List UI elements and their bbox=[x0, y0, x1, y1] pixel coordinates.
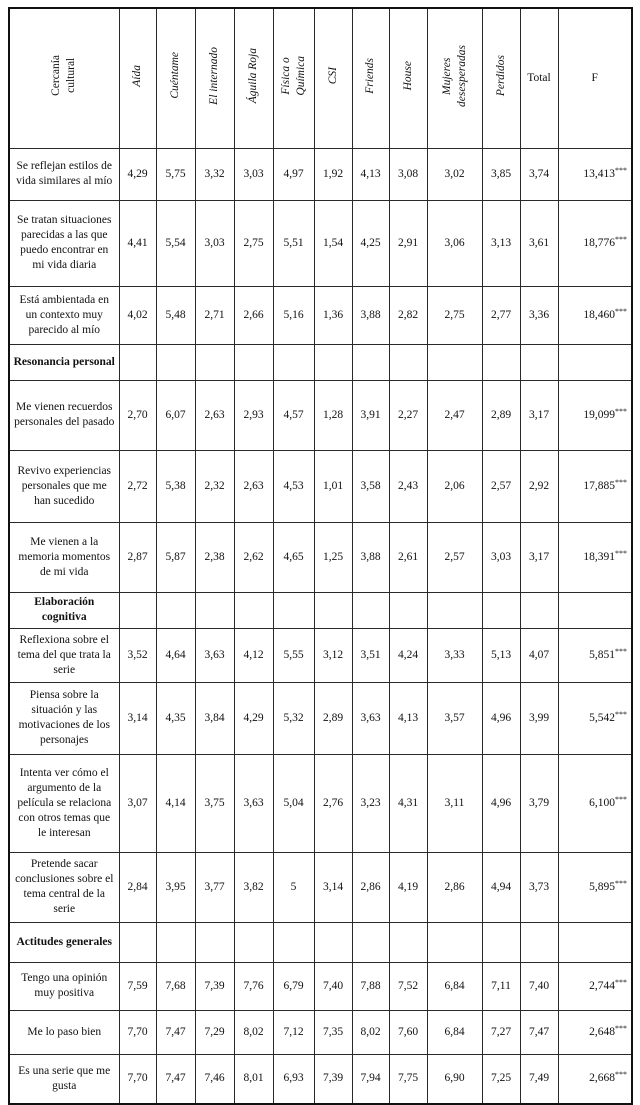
significance-marker: *** bbox=[615, 306, 627, 316]
value-cell: 3,75 bbox=[195, 754, 234, 852]
section-label: Actitudes generales bbox=[9, 922, 119, 962]
empty-cell bbox=[234, 922, 273, 962]
value-cell: 3,32 bbox=[195, 148, 234, 200]
value-cell: 8,01 bbox=[234, 1054, 273, 1104]
value-cell: 2,89 bbox=[314, 682, 352, 754]
table-row bbox=[9, 200, 632, 286]
empty-cell bbox=[156, 344, 195, 380]
value-cell: 6,84 bbox=[427, 1010, 482, 1054]
significance-marker: *** bbox=[615, 709, 627, 719]
value-cell: 3,58 bbox=[352, 450, 389, 522]
value-cell: 7,76 bbox=[234, 962, 273, 1010]
value-cell: 3,13 bbox=[482, 200, 520, 286]
column-header bbox=[156, 8, 195, 148]
section-row bbox=[9, 344, 632, 380]
column-header-label: Mujeres desesperadas bbox=[440, 44, 468, 107]
value-cell: 7,47 bbox=[520, 1010, 558, 1054]
value-cell: 4,13 bbox=[352, 148, 389, 200]
value-cell: 7,59 bbox=[119, 962, 156, 1010]
value-cell: 3,82 bbox=[234, 852, 273, 922]
value-cell: 2,77 bbox=[482, 286, 520, 344]
empty-cell bbox=[352, 922, 389, 962]
column-header bbox=[195, 8, 234, 148]
row-label: Se reflejan estilos de vida similares al mío bbox=[9, 148, 119, 200]
value-cell: 2,71 bbox=[195, 286, 234, 344]
column-header-label: Total bbox=[527, 71, 551, 84]
value-cell: 3,03 bbox=[234, 148, 273, 200]
value-cell: 2,47 bbox=[427, 380, 482, 450]
value-cell: 4,31 bbox=[389, 754, 427, 852]
value-cell: 4,19 bbox=[389, 852, 427, 922]
empty-cell bbox=[427, 922, 482, 962]
section-row bbox=[9, 922, 632, 962]
significance-marker: *** bbox=[615, 406, 627, 416]
value-cell: 3,91 bbox=[352, 380, 389, 450]
empty-cell bbox=[427, 344, 482, 380]
value-cell: 3,51 bbox=[352, 628, 389, 682]
value-cell: 7,40 bbox=[314, 962, 352, 1010]
value-cell: 5,16 bbox=[273, 286, 314, 344]
f-value: 19,099 bbox=[583, 408, 615, 421]
empty-cell bbox=[273, 592, 314, 628]
empty-cell bbox=[195, 922, 234, 962]
value-cell: 3,07 bbox=[119, 754, 156, 852]
value-cell: 2,72 bbox=[119, 450, 156, 522]
value-cell: 1,28 bbox=[314, 380, 352, 450]
value-cell: 5,38 bbox=[156, 450, 195, 522]
row-label: Me vienen recuerdos personales del pasado bbox=[9, 380, 119, 450]
column-header bbox=[482, 8, 520, 148]
f-value: 13,413 bbox=[583, 167, 615, 180]
value-cell: 2,57 bbox=[482, 450, 520, 522]
empty-cell bbox=[482, 344, 520, 380]
f-statistic-cell bbox=[558, 1010, 632, 1054]
f-statistic-cell bbox=[558, 1054, 632, 1104]
significance-marker: *** bbox=[615, 477, 627, 487]
value-cell: 7,11 bbox=[482, 962, 520, 1010]
table-row bbox=[9, 286, 632, 344]
significance-marker: *** bbox=[615, 548, 627, 558]
value-cell: 3,08 bbox=[389, 148, 427, 200]
value-cell: 2,63 bbox=[234, 450, 273, 522]
value-cell: 2,06 bbox=[427, 450, 482, 522]
value-cell: 4,97 bbox=[273, 148, 314, 200]
f-value: 6,100 bbox=[589, 796, 615, 809]
value-cell: 3,85 bbox=[482, 148, 520, 200]
value-cell: 3,73 bbox=[520, 852, 558, 922]
value-cell: 3,02 bbox=[427, 148, 482, 200]
f-value: 17,885 bbox=[583, 479, 615, 492]
column-header-label: El internado bbox=[208, 46, 220, 105]
empty-cell bbox=[520, 922, 558, 962]
table-row bbox=[9, 962, 632, 1010]
value-cell: 3,12 bbox=[314, 628, 352, 682]
value-cell: 7,94 bbox=[352, 1054, 389, 1104]
value-cell: 3,88 bbox=[352, 522, 389, 592]
f-value: 18,391 bbox=[583, 550, 615, 563]
value-cell: 5,13 bbox=[482, 628, 520, 682]
column-header bbox=[234, 8, 273, 148]
value-cell: 3,84 bbox=[195, 682, 234, 754]
f-statistic-cell bbox=[558, 628, 632, 682]
value-cell: 4,64 bbox=[156, 628, 195, 682]
row-label: Piensa sobre la situación y las motivaciones de los personajes bbox=[9, 682, 119, 754]
value-cell: 3,11 bbox=[427, 754, 482, 852]
empty-cell bbox=[314, 344, 352, 380]
empty-cell bbox=[352, 344, 389, 380]
column-header-label: Perdidos bbox=[494, 55, 507, 97]
column-header bbox=[389, 8, 427, 148]
value-cell: 2,38 bbox=[195, 522, 234, 592]
value-cell: 3,33 bbox=[427, 628, 482, 682]
value-cell: 2,91 bbox=[389, 200, 427, 286]
value-cell: 3,95 bbox=[156, 852, 195, 922]
empty-cell bbox=[389, 922, 427, 962]
value-cell: 5,32 bbox=[273, 682, 314, 754]
empty-cell bbox=[195, 592, 234, 628]
value-cell: 2,32 bbox=[195, 450, 234, 522]
significance-marker: *** bbox=[615, 878, 627, 888]
value-cell: 7,39 bbox=[314, 1054, 352, 1104]
empty-cell bbox=[389, 592, 427, 628]
value-cell: 6,07 bbox=[156, 380, 195, 450]
empty-cell bbox=[482, 922, 520, 962]
empty-cell bbox=[558, 344, 632, 380]
value-cell: 2,86 bbox=[352, 852, 389, 922]
value-cell: 6,84 bbox=[427, 962, 482, 1010]
f-value: 2,668 bbox=[589, 1072, 615, 1085]
f-value: 5,895 bbox=[589, 880, 615, 893]
table-row bbox=[9, 450, 632, 522]
value-cell: 7,39 bbox=[195, 962, 234, 1010]
value-cell: 7,49 bbox=[520, 1054, 558, 1104]
value-cell: 7,12 bbox=[273, 1010, 314, 1054]
value-cell: 3,79 bbox=[520, 754, 558, 852]
value-cell: 7,70 bbox=[119, 1054, 156, 1104]
results-table bbox=[8, 7, 633, 1105]
value-cell: 2,75 bbox=[234, 200, 273, 286]
table-row bbox=[9, 852, 632, 922]
empty-cell bbox=[156, 592, 195, 628]
significance-marker: *** bbox=[615, 1070, 627, 1080]
f-statistic-cell bbox=[558, 450, 632, 522]
empty-cell bbox=[234, 592, 273, 628]
value-cell: 2,92 bbox=[520, 450, 558, 522]
value-cell: 4,29 bbox=[234, 682, 273, 754]
value-cell: 3,99 bbox=[520, 682, 558, 754]
empty-cell bbox=[273, 344, 314, 380]
value-cell: 5,55 bbox=[273, 628, 314, 682]
f-value: 2,648 bbox=[589, 1025, 615, 1038]
empty-cell bbox=[119, 592, 156, 628]
value-cell: 7,47 bbox=[156, 1010, 195, 1054]
value-cell: 3,52 bbox=[119, 628, 156, 682]
value-cell: 3,63 bbox=[352, 682, 389, 754]
value-cell: 2,84 bbox=[119, 852, 156, 922]
f-statistic-cell bbox=[558, 682, 632, 754]
value-cell: 3,17 bbox=[520, 522, 558, 592]
table-row bbox=[9, 148, 632, 200]
empty-cell bbox=[352, 592, 389, 628]
empty-cell bbox=[234, 344, 273, 380]
value-cell: 4,35 bbox=[156, 682, 195, 754]
column-header-label: CSI bbox=[326, 67, 339, 85]
f-value: 5,542 bbox=[589, 711, 615, 724]
value-cell: 2,43 bbox=[389, 450, 427, 522]
column-header bbox=[314, 8, 352, 148]
row-label: Intenta ver cómo el argumento de la película se relaciona con otros temas que le interesan bbox=[9, 754, 119, 852]
column-header-label: Física o Química bbox=[279, 55, 307, 96]
empty-cell bbox=[119, 344, 156, 380]
value-cell: 2,87 bbox=[119, 522, 156, 592]
value-cell: 3,23 bbox=[352, 754, 389, 852]
value-cell: 2,27 bbox=[389, 380, 427, 450]
value-cell: 7,68 bbox=[156, 962, 195, 1010]
row-label: Me lo paso bien bbox=[9, 1010, 119, 1054]
value-cell: 4,25 bbox=[352, 200, 389, 286]
value-cell: 5,04 bbox=[273, 754, 314, 852]
empty-cell bbox=[427, 592, 482, 628]
empty-cell bbox=[119, 922, 156, 962]
value-cell: 8,02 bbox=[234, 1010, 273, 1054]
significance-marker: *** bbox=[615, 977, 627, 987]
empty-cell bbox=[389, 344, 427, 380]
value-cell: 5,75 bbox=[156, 148, 195, 200]
value-cell: 3,17 bbox=[520, 380, 558, 450]
value-cell: 4,96 bbox=[482, 754, 520, 852]
empty-cell bbox=[520, 344, 558, 380]
value-cell: 4,07 bbox=[520, 628, 558, 682]
empty-cell bbox=[314, 592, 352, 628]
value-cell: 3,06 bbox=[427, 200, 482, 286]
value-cell: 2,86 bbox=[427, 852, 482, 922]
value-cell: 4,14 bbox=[156, 754, 195, 852]
significance-marker: *** bbox=[615, 165, 627, 175]
value-cell: 1,01 bbox=[314, 450, 352, 522]
value-cell: 1,25 bbox=[314, 522, 352, 592]
f-statistic-cell bbox=[558, 962, 632, 1010]
value-cell: 3,88 bbox=[352, 286, 389, 344]
f-statistic-cell bbox=[558, 148, 632, 200]
table-row bbox=[9, 682, 632, 754]
value-cell: 7,29 bbox=[195, 1010, 234, 1054]
table-row bbox=[9, 1054, 632, 1104]
column-header-label: Cuéntame bbox=[169, 52, 181, 100]
value-cell: 4,94 bbox=[482, 852, 520, 922]
value-cell: 7,70 bbox=[119, 1010, 156, 1054]
value-cell: 2,57 bbox=[427, 522, 482, 592]
value-cell: 6,93 bbox=[273, 1054, 314, 1104]
section-row bbox=[9, 592, 632, 628]
section-label: Elaboración cognitiva bbox=[9, 592, 119, 628]
section-label: Resonancia personal bbox=[9, 344, 119, 380]
value-cell: 7,46 bbox=[195, 1054, 234, 1104]
f-statistic-cell bbox=[558, 754, 632, 852]
row-label: Pretende sacar conclusiones sobre el tema central de la serie bbox=[9, 852, 119, 922]
value-cell: 3,77 bbox=[195, 852, 234, 922]
table-row bbox=[9, 380, 632, 450]
value-cell: 4,13 bbox=[389, 682, 427, 754]
f-value: 2,744 bbox=[589, 979, 615, 992]
column-header bbox=[273, 8, 314, 148]
value-cell: 4,53 bbox=[273, 450, 314, 522]
column-header-label: Aída bbox=[131, 64, 143, 87]
value-cell: 1,92 bbox=[314, 148, 352, 200]
value-cell: 6,90 bbox=[427, 1054, 482, 1104]
value-cell: 5,51 bbox=[273, 200, 314, 286]
column-header bbox=[427, 8, 482, 148]
row-label: Reflexiona sobre el tema del que trata la serie bbox=[9, 628, 119, 682]
value-cell: 1,36 bbox=[314, 286, 352, 344]
value-cell: 3,74 bbox=[520, 148, 558, 200]
value-cell: 7,52 bbox=[389, 962, 427, 1010]
value-cell: 4,96 bbox=[482, 682, 520, 754]
value-cell: 5,54 bbox=[156, 200, 195, 286]
value-cell: 3,14 bbox=[119, 682, 156, 754]
value-cell: 2,89 bbox=[482, 380, 520, 450]
value-cell: 8,02 bbox=[352, 1010, 389, 1054]
value-cell: 7,88 bbox=[352, 962, 389, 1010]
empty-cell bbox=[273, 922, 314, 962]
value-cell: 3,03 bbox=[195, 200, 234, 286]
f-value: 18,776 bbox=[583, 236, 615, 249]
value-cell: 4,41 bbox=[119, 200, 156, 286]
significance-marker: *** bbox=[615, 1023, 627, 1033]
f-statistic-cell bbox=[558, 852, 632, 922]
empty-cell bbox=[482, 592, 520, 628]
f-statistic-cell bbox=[558, 380, 632, 450]
table-row bbox=[9, 1010, 632, 1054]
f-value: 5,851 bbox=[589, 648, 615, 661]
value-cell: 7,75 bbox=[389, 1054, 427, 1104]
value-cell: 4,65 bbox=[273, 522, 314, 592]
value-cell: 5 bbox=[273, 852, 314, 922]
header-cercania-cultural bbox=[9, 8, 119, 148]
row-label: Me vienen a la memoria momentos de mi vida bbox=[9, 522, 119, 592]
empty-cell bbox=[520, 592, 558, 628]
value-cell: 7,25 bbox=[482, 1054, 520, 1104]
value-cell: 2,63 bbox=[195, 380, 234, 450]
row-label: Revivo experiencias personales que me han sucedido bbox=[9, 450, 119, 522]
f-statistic-cell bbox=[558, 200, 632, 286]
table-row bbox=[9, 522, 632, 592]
value-cell: 2,70 bbox=[119, 380, 156, 450]
value-cell: 2,66 bbox=[234, 286, 273, 344]
value-cell: 7,35 bbox=[314, 1010, 352, 1054]
empty-cell bbox=[314, 922, 352, 962]
value-cell: 5,87 bbox=[156, 522, 195, 592]
value-cell: 2,61 bbox=[389, 522, 427, 592]
value-cell: 6,79 bbox=[273, 962, 314, 1010]
value-cell: 2,82 bbox=[389, 286, 427, 344]
value-cell: 2,62 bbox=[234, 522, 273, 592]
empty-cell bbox=[558, 592, 632, 628]
column-header bbox=[558, 8, 632, 148]
value-cell: 4,02 bbox=[119, 286, 156, 344]
empty-cell bbox=[558, 922, 632, 962]
value-cell: 4,29 bbox=[119, 148, 156, 200]
value-cell: 7,40 bbox=[520, 962, 558, 1010]
value-cell: 3,61 bbox=[520, 200, 558, 286]
value-cell: 3,63 bbox=[234, 754, 273, 852]
value-cell: 4,24 bbox=[389, 628, 427, 682]
header-label: Cercanía cultural bbox=[50, 55, 78, 97]
value-cell: 2,76 bbox=[314, 754, 352, 852]
column-header bbox=[119, 8, 156, 148]
empty-cell bbox=[156, 922, 195, 962]
table-body bbox=[9, 148, 632, 1104]
header-row bbox=[9, 8, 632, 148]
value-cell: 7,27 bbox=[482, 1010, 520, 1054]
row-label: Tengo una opinión muy positiva bbox=[9, 962, 119, 1010]
value-cell: 1,54 bbox=[314, 200, 352, 286]
significance-marker: *** bbox=[615, 646, 627, 656]
column-header bbox=[352, 8, 389, 148]
f-statistic-cell bbox=[558, 522, 632, 592]
value-cell: 3,57 bbox=[427, 682, 482, 754]
row-label: Se tratan situaciones parecidas a las que puedo encontrar en mi vida diaria bbox=[9, 200, 119, 286]
column-header bbox=[520, 8, 558, 148]
value-cell: 5,48 bbox=[156, 286, 195, 344]
value-cell: 3,36 bbox=[520, 286, 558, 344]
row-label: Está ambientada en un contexto muy parecido al mío bbox=[9, 286, 119, 344]
column-header-label: Friends bbox=[364, 57, 376, 94]
value-cell: 4,12 bbox=[234, 628, 273, 682]
column-header-label: Águila Roja bbox=[247, 48, 259, 104]
significance-marker: *** bbox=[615, 234, 627, 244]
value-cell: 7,60 bbox=[389, 1010, 427, 1054]
table-row bbox=[9, 628, 632, 682]
value-cell: 2,75 bbox=[427, 286, 482, 344]
column-header-label: House bbox=[401, 61, 414, 91]
value-cell: 3,03 bbox=[482, 522, 520, 592]
significance-marker: *** bbox=[615, 794, 627, 804]
empty-cell bbox=[195, 344, 234, 380]
column-header-label: F bbox=[591, 71, 598, 84]
table-row bbox=[9, 754, 632, 852]
value-cell: 4,57 bbox=[273, 380, 314, 450]
value-cell: 2,93 bbox=[234, 380, 273, 450]
value-cell: 7,47 bbox=[156, 1054, 195, 1104]
f-statistic-cell bbox=[558, 286, 632, 344]
value-cell: 3,14 bbox=[314, 852, 352, 922]
row-label: Es una serie que me gusta bbox=[9, 1054, 119, 1104]
value-cell: 3,63 bbox=[195, 628, 234, 682]
f-value: 18,460 bbox=[583, 308, 615, 321]
